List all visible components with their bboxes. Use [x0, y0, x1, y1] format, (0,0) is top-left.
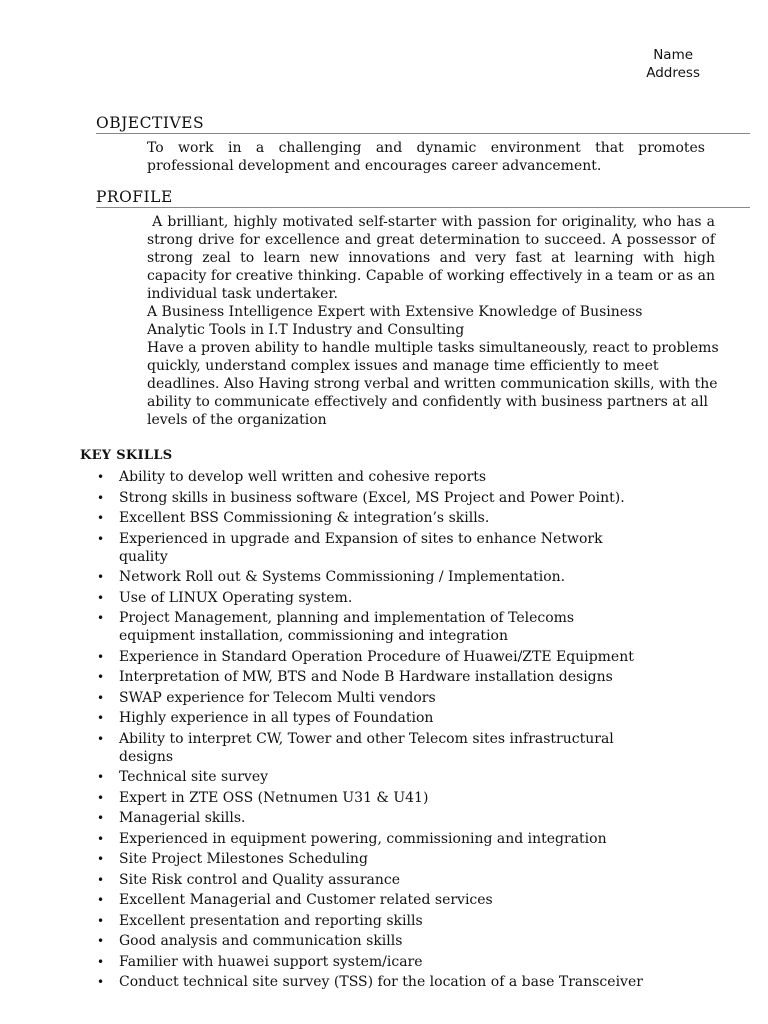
bullet-icon: • — [97, 934, 105, 948]
objectives-text — [147, 139, 705, 175]
bullet-icon: • — [97, 770, 105, 784]
bullet-icon: • — [97, 590, 105, 605]
bullet-icon: • — [97, 954, 105, 969]
list-item — [97, 809, 699, 827]
list-item — [97, 891, 699, 909]
bullet-icon: • — [97, 670, 105, 684]
skill-text: Experienced in equipment powering, commissioning and integration — [119, 830, 607, 847]
list-item — [97, 468, 699, 486]
skill-text: Conduct technical site survey (TSS) for the location of a base Transceiver — [119, 974, 643, 990]
list-item — [97, 871, 699, 889]
skill-text: Good analysis and communication skills — [119, 933, 403, 949]
list-item — [97, 709, 699, 727]
key-skills-heading: KEY SKILLS — [80, 448, 173, 463]
bullet-icon: • — [97, 711, 105, 725]
bullet-icon: • — [97, 649, 105, 664]
applicant-address: Address — [646, 65, 700, 81]
list-item — [97, 912, 699, 930]
profile-paragraph-2: A Business Intelligence Expert with Extensive Knowledge of Business Analytic Tools in I.T Industry and Consulting — [147, 304, 643, 338]
skill-text: Site Risk control and Quality assurance — [119, 871, 400, 888]
bullet-icon: • — [97, 852, 105, 866]
bullet-icon: • — [97, 511, 105, 525]
skill-text: Managerial skills. — [119, 810, 246, 826]
bullet-icon: • — [97, 893, 105, 907]
list-item — [97, 830, 699, 848]
skill-text: Excellent BSS Commissioning & integration’s skills. — [119, 510, 490, 526]
skill-text: Excellent Managerial and Customer related services — [119, 892, 493, 908]
bullet-icon: • — [97, 975, 105, 989]
objectives-paragraph: To work in a challenging and dynamic environment that promotes professional development and encourages career advancement. — [147, 140, 705, 174]
profile-paragraph-1: A brilliant, highly motivated self-starter with passion for originality, who has a strong drive for excellence and great determination to succeed. A possessor of strong zeal to learn new innovations and very fast at learning with high capacity for creative thinking. Capable of working effectively in a team or as an individual task undertaker. — [147, 214, 720, 302]
list-item — [97, 668, 699, 686]
bullet-icon: • — [97, 872, 105, 887]
skill-text: Network Roll out & Systems Commissioning / Implementation. — [119, 569, 566, 585]
list-item — [97, 730, 654, 766]
list-item — [97, 589, 699, 607]
profile-paragraph-3: Have a proven ability to handle multiple tasks simultaneously, react to problems quickly, understand complex issues and manage time efficiently to meet deadlines. Also Having strong verbal and written communication skills, with the ability to communicate effectively and confidently with business partners at all levels of the organization — [147, 340, 719, 428]
skill-text: Technical site survey — [119, 769, 269, 785]
bullet-icon: • — [97, 490, 105, 505]
skill-text: Ability to interpret CW, Tower and other Telecom sites infrastructural designs — [119, 730, 614, 765]
list-item — [97, 609, 619, 645]
list-item — [97, 530, 649, 566]
profile-text — [147, 213, 725, 429]
skill-text: Expert in ZTE OSS (Netnumen U31 & U41) — [119, 789, 429, 806]
skill-text: Familier with huawei support system/icare — [119, 953, 423, 970]
list-item — [97, 953, 699, 971]
skill-text: Site Project Milestones Scheduling — [119, 851, 368, 867]
list-item — [97, 489, 699, 507]
list-item — [97, 932, 699, 950]
list-item — [97, 509, 699, 527]
list-item — [97, 973, 699, 991]
applicant-name: Name — [653, 47, 694, 63]
list-item — [97, 648, 699, 666]
bullet-icon: • — [97, 611, 105, 625]
list-item — [97, 850, 699, 868]
bullet-icon: • — [97, 690, 105, 705]
bullet-icon: • — [97, 731, 105, 746]
skill-text: Interpretation of MW, BTS and Node B Hardware installation designs — [119, 669, 613, 685]
bullet-icon: • — [97, 570, 105, 584]
bullet-icon: • — [97, 470, 105, 484]
bullet-icon: • — [97, 913, 105, 928]
list-item — [97, 689, 699, 707]
skill-text: SWAP experience for Telecom Multi vendors — [119, 689, 436, 706]
contact-header — [646, 46, 700, 82]
skill-text: Experience in Standard Operation Procedure of Huawei/ZTE Equipment — [119, 648, 634, 665]
skill-text: Highly experience in all types of Foundation — [119, 710, 434, 726]
skill-text: Use of LINUX Operating system. — [119, 589, 353, 606]
skill-text: Ability to develop well written and cohesive reports — [119, 469, 487, 485]
objectives-heading: OBJECTIVES — [96, 114, 750, 134]
skill-text: Excellent presentation and reporting skills — [119, 912, 423, 929]
skill-text: Strong skills in business software (Excel, MS Project and Power Point). — [119, 489, 625, 506]
list-item — [97, 568, 699, 586]
key-skills-list — [97, 468, 699, 994]
bullet-icon: • — [97, 811, 105, 825]
bullet-icon: • — [97, 531, 105, 546]
skill-text: Experienced in upgrade and Expansion of sites to enhance Network quality — [119, 530, 603, 565]
bullet-icon: • — [97, 831, 105, 846]
list-item — [97, 789, 699, 807]
bullet-icon: • — [97, 790, 105, 805]
list-item — [97, 768, 699, 786]
skill-text: Project Management, planning and implementation of Telecoms equipment installation, commissioning and integration — [119, 610, 575, 644]
profile-heading: PROFILE — [96, 188, 750, 208]
